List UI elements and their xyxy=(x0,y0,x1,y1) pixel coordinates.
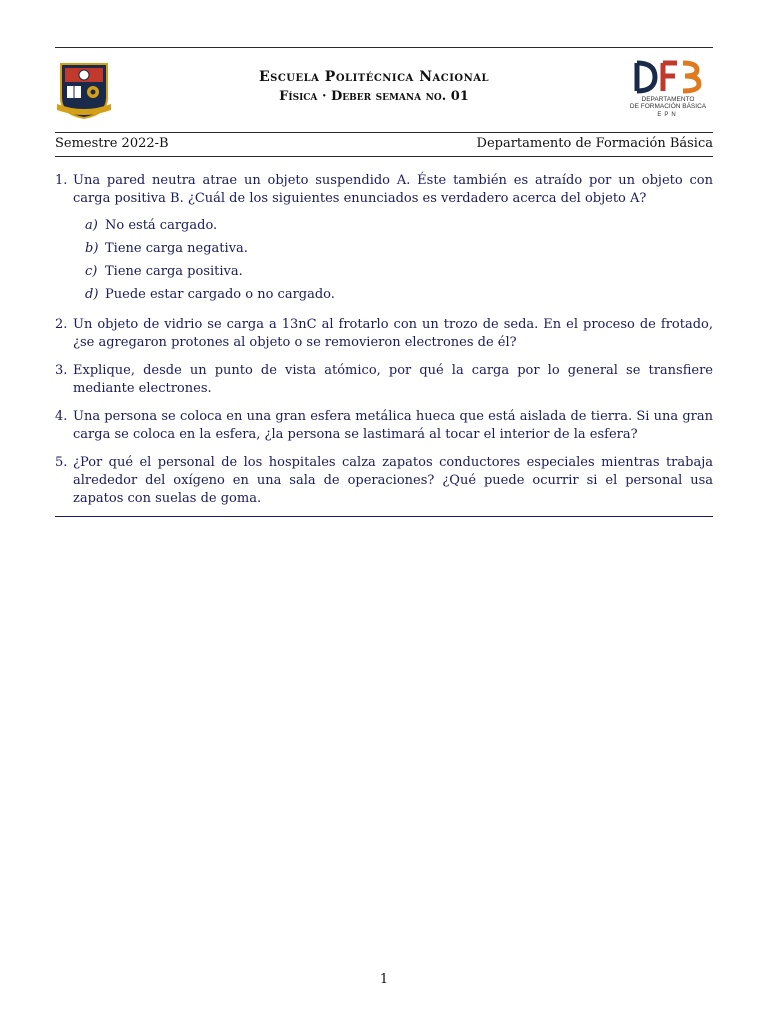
top-rule xyxy=(55,47,713,48)
dfb-line3: EPN xyxy=(657,112,679,118)
option-letter: b) xyxy=(85,241,99,256)
dfb-logo xyxy=(621,57,715,119)
option-item xyxy=(85,214,713,237)
dfb-line2: DE FORMACIÓN BÁSICA xyxy=(629,103,707,110)
question-number: 2. xyxy=(55,317,68,332)
question-text: Un objeto de vidrio se carga a 13nC al frotarlo con un trozo de seda. En el proceso de frotado, ¿se agregaron protones al objeto o se removieron electrones de él? xyxy=(73,317,713,350)
document-page xyxy=(55,0,713,1024)
option-text: Tiene carga positiva. xyxy=(105,264,243,279)
question-text: Una persona se coloca en una gran esfera metálica hueca que está aislada de tierra. Si una gran carga se coloca en la esfera, ¿la persona se lastimará al tocar el interior de la esfera? xyxy=(73,409,713,442)
department-label: Departamento de Formación Básica xyxy=(476,136,713,151)
question-number: 1. xyxy=(55,173,68,188)
question-number: 4. xyxy=(55,409,68,424)
option-text: No está cargado. xyxy=(105,218,218,233)
questions-end-rule xyxy=(55,516,713,517)
semester-label: Semestre 2022-B xyxy=(55,136,169,151)
assignment-title: Física · Deber semana no. 01 xyxy=(279,89,469,104)
question-item xyxy=(55,316,713,352)
question-text: Explique, desde un punto de vista atómico, por qué la carga por lo general se transfiere mediante electrones. xyxy=(73,363,713,396)
header-rule xyxy=(55,132,713,133)
option-letter: c) xyxy=(85,264,98,279)
question-item xyxy=(55,362,713,398)
option-item xyxy=(85,237,713,260)
question-item xyxy=(55,408,713,444)
question-item xyxy=(55,454,713,508)
option-list xyxy=(85,214,713,306)
option-text: Tiene carga negativa. xyxy=(105,241,248,256)
document-header xyxy=(55,49,713,133)
dfb-line1: DEPARTAMENTO xyxy=(641,96,695,103)
option-letter: a) xyxy=(85,218,98,233)
question-number: 5. xyxy=(55,455,68,470)
option-item xyxy=(85,260,713,283)
title-block xyxy=(135,69,613,104)
question-item xyxy=(55,172,713,306)
question-number: 3. xyxy=(55,363,68,378)
institution-name: Escuela Politécnica Nacional xyxy=(258,69,490,85)
subheader-rule xyxy=(55,156,713,157)
option-item xyxy=(85,283,713,306)
epn-crest-logo xyxy=(55,58,113,120)
question-list xyxy=(55,172,713,518)
question-text: Una pared neutra atrae un objeto suspendido A. Éste también es atraído por un objeto con carga positiva B. ¿Cuál de los siguientes enunciados es verdadero acerca del objeto A? xyxy=(73,173,713,206)
page-number: 1 xyxy=(379,972,389,987)
dfb-mark-icon xyxy=(621,57,715,119)
option-text: Puede estar cargado o no cargado. xyxy=(105,287,335,302)
option-letter: d) xyxy=(85,287,99,302)
question-text: ¿Por qué el personal de los hospitales calza zapatos conductores especiales mientras trabaja alrededor del oxígeno en una sala de operaciones? ¿Qué puede ocurrir si el personal usa zapatos con suelas de goma. xyxy=(73,455,713,506)
